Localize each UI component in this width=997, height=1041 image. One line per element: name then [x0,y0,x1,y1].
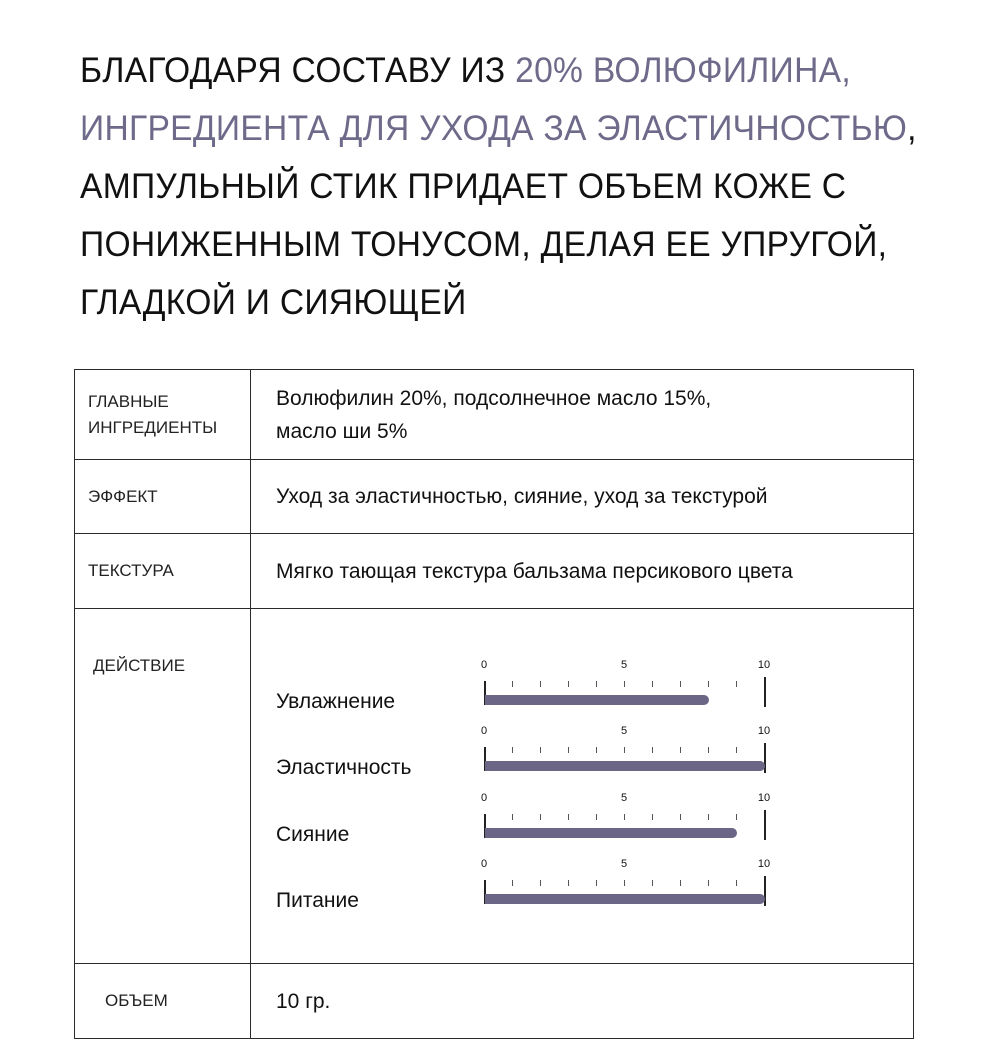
scale-tick [708,681,709,687]
scale-tick [624,814,625,820]
action-value [251,609,914,964]
scale-tick [708,880,709,886]
scale-tick [736,747,737,753]
volume-label: ОБЪЕМ [75,964,251,1039]
rating-bar-fill [485,828,737,838]
rating-scale [480,858,774,914]
scale-tick-label: 5 [620,858,628,870]
headline-part-1: БЛАГОДАРЯ СОСТАВУ ИЗ [80,51,506,90]
spec-table [74,369,914,1039]
scale-tick-label: 0 [480,659,488,671]
headline-line-4: ПОНИЖЕННЫМ ТОНУСОМ, ДЕЛАЯ ЕЕ УПРУГОЙ, [80,225,888,264]
scale-tick [512,681,513,687]
rating-scale [480,659,774,715]
action-label: ДЕЙСТВИЕ [75,609,251,964]
headline-accent-2: ИНГРЕДИЕНТА ДЛЯ УХОДА ЗА ЭЛАСТИЧНОСТЬЮ [80,109,908,148]
ingredients-label-line-1: ГЛАВНЫЕ [88,391,169,411]
scale-tick [680,880,681,886]
rating-bar-fill [485,894,765,904]
scale-tick [568,747,569,753]
headline-accent-1: 20% ВОЛЮФИЛИНА, [515,51,851,90]
scale-tick [596,880,597,886]
rating-name: Эластичность [276,756,412,779]
scale-tick [568,814,569,820]
scale-tick [652,880,653,886]
effect-value: Уход за эластичностью, сияние, уход за текстурой [251,460,914,534]
headline-line-3: АМПУЛЬНЫЙ СТИК ПРИДАЕТ ОБЪЕМ КОЖЕ С [80,167,847,206]
ingredients-label [75,370,251,460]
headline-line-2 [80,109,917,148]
rating-name: Питание [276,889,359,912]
row-effect [75,460,914,534]
rating-bar-fill [485,695,709,705]
scale-tick [624,747,625,753]
headline [80,42,925,332]
scale-tick [708,747,709,753]
scale-tick [624,880,625,886]
rating-name: Сияние [276,823,350,846]
scale-tick-label: 0 [480,792,488,804]
row-volume [75,964,914,1039]
scale-tick [652,681,653,687]
scale-end-tick [764,810,766,840]
rating-row [276,858,836,914]
rating-scale [480,725,774,781]
ingredients-value [251,370,914,460]
texture-label: ТЕКСТУРА [75,534,251,609]
scale-tick-label: 10 [757,659,771,671]
scale-tick [596,747,597,753]
scale-tick [736,681,737,687]
scale-tick [512,747,513,753]
rating-row [276,725,836,781]
scale-tick-label: 10 [757,725,771,737]
scale-tick-label: 5 [620,792,628,804]
scale-tick [736,880,737,886]
headline-line-5: ГЛАДКОЙ И СИЯЮЩЕЙ [80,283,467,322]
scale-tick [708,814,709,820]
scale-tick-label: 5 [620,659,628,671]
rating-row [276,659,836,715]
scale-tick [680,681,681,687]
effect-label: ЭФФЕКТ [75,460,251,534]
scale-tick [512,814,513,820]
row-texture [75,534,914,609]
scale-tick [652,747,653,753]
volume-value: 10 гр. [251,964,914,1039]
ingredients-value-line-1: Волюфилин 20%, подсолнечное масло 15%, [276,386,712,410]
headline-comma: , [907,109,917,148]
scale-end-tick [764,677,766,707]
scale-tick [568,681,569,687]
scale-tick [624,681,625,687]
scale-tick [680,814,681,820]
scale-tick [596,814,597,820]
rating-bar-fill [485,761,765,771]
ingredients-value-line-2: масло ши 5% [276,419,408,443]
row-ingredients [75,370,914,460]
scale-tick [512,880,513,886]
action-bars [251,631,913,941]
scale-tick [568,880,569,886]
headline-line-1 [80,51,851,90]
row-action [75,609,914,964]
scale-tick-label: 0 [480,725,488,737]
scale-tick-label: 10 [757,858,771,870]
scale-tick [540,747,541,753]
ingredients-label-line-2: ИНГРЕДИЕНТЫ [88,417,218,437]
scale-tick [540,681,541,687]
scale-tick [596,681,597,687]
texture-value: Мягко тающая текстура бальзама персикового цвета [251,534,914,609]
scale-tick [680,747,681,753]
scale-tick [736,814,737,820]
scale-tick-label: 5 [620,725,628,737]
scale-tick-label: 0 [480,858,488,870]
rating-scale [480,792,774,848]
rating-row [276,792,836,848]
rating-name: Увлажнение [276,690,396,713]
scale-tick [540,814,541,820]
scale-tick-label: 10 [757,792,771,804]
scale-tick [652,814,653,820]
scale-tick [540,880,541,886]
